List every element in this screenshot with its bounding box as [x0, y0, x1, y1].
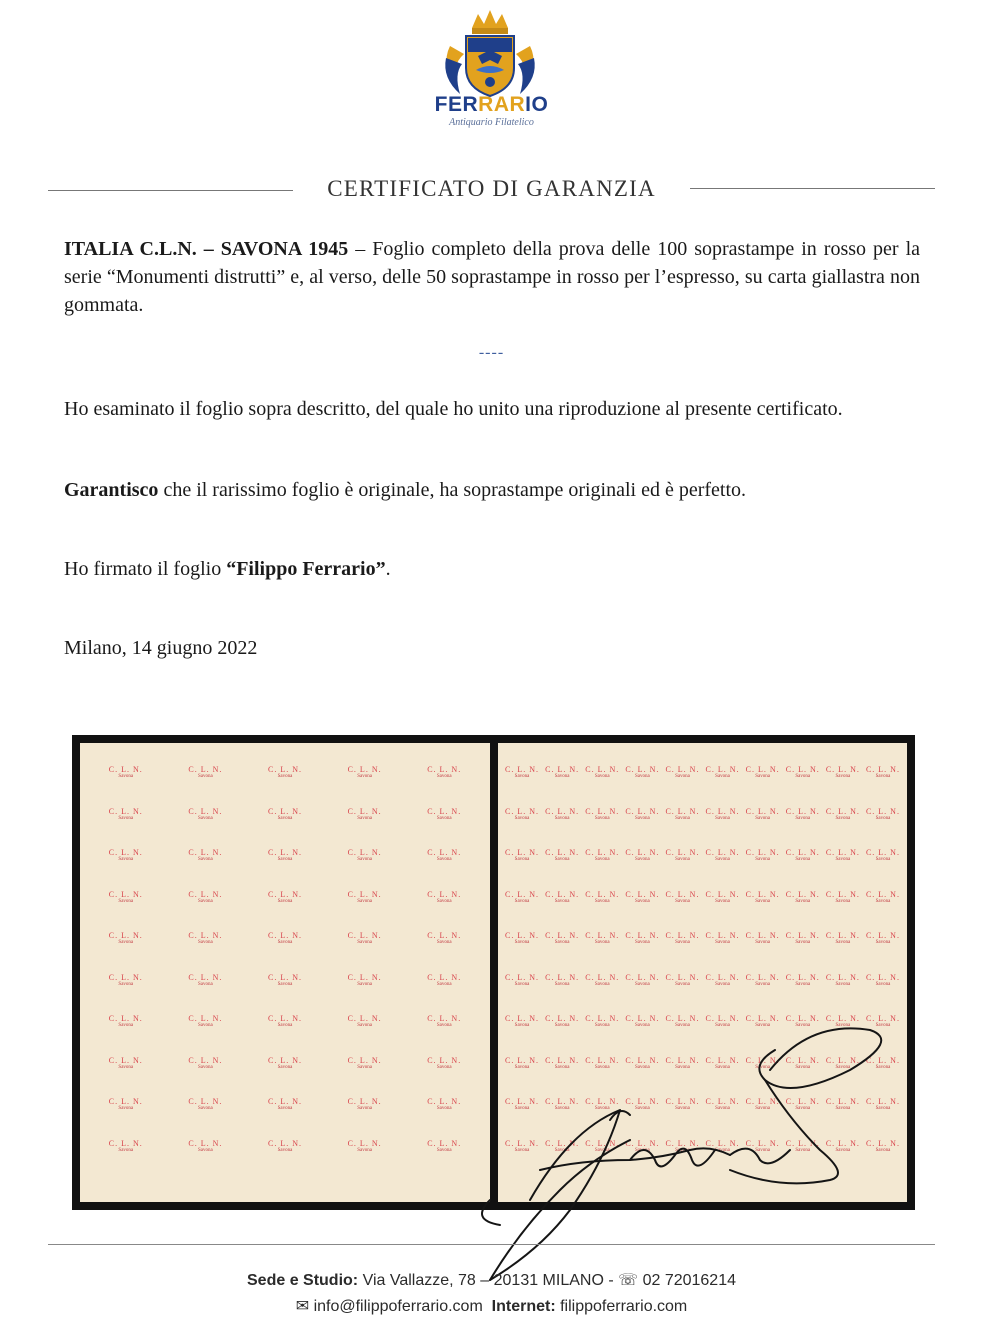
overprint-cell: C. L. N. Savona	[585, 972, 620, 987]
overprint-cell: C. L. N. Savona	[267, 848, 302, 862]
overprint-cell: C. L. N. Savona	[825, 1055, 860, 1070]
description-text: – Foglio completo della prova delle 100 soprastampe in rosso per la serie “Monumenti distrutti” e, al verso, delle 50 soprastampe in rosso per l’espresso, su carta giallastra non gommata.	[64, 238, 920, 316]
overprint-cell: C. L. N. Savona	[665, 1014, 700, 1028]
overprint-cell: C. L. N. Savona	[108, 1055, 143, 1070]
overprint-cell: C. L. N. Savona	[188, 806, 223, 821]
overprint-cell: C. L. N. Savona	[267, 1055, 302, 1070]
overprint-cell: C. L. N. Savona	[545, 1014, 580, 1028]
overprint-cell: C. L. N. Savona	[267, 889, 302, 904]
overprint-cell: C. L. N. Savona	[427, 889, 462, 904]
overprint-cell: C. L. N. Savona	[188, 1138, 223, 1153]
overprint-cell: C. L. N. Savona	[427, 972, 462, 987]
overprint-cell: C. L. N. Savona	[505, 848, 540, 862]
overprint-cell: C. L. N. Savona	[267, 1138, 302, 1153]
overprint-cell: C. L. N. Savona	[745, 765, 780, 779]
overprint-cell: C. L. N. Savona	[585, 848, 620, 862]
brand-part-3: IO	[525, 93, 549, 116]
overprint-cell: C. L. N. Savona	[347, 1014, 382, 1028]
guarantee-paragraph	[64, 476, 920, 504]
description-paragraph	[64, 235, 920, 319]
overprint-cell: C. L. N. Savona	[705, 972, 740, 987]
overprint-cell: C. L. N. Savona	[785, 1055, 820, 1070]
overprint-cell: C. L. N. Savona	[545, 848, 580, 862]
overprint-cell: C. L. N. Savona	[505, 1138, 540, 1153]
overprint-cell: C. L. N. Savona	[267, 1014, 302, 1028]
overprint-cell: C. L. N. Savona	[347, 1097, 382, 1111]
signed-name: “Filippo Ferrario”	[226, 558, 386, 580]
sheet-front-panel	[80, 743, 490, 1202]
overprint-cell: C. L. N. Savona	[665, 1097, 700, 1111]
overprint-cell: C. L. N. Savona	[745, 1138, 780, 1153]
guarantee-heading: Garantisco	[64, 479, 159, 501]
overprint-cell: C. L. N. Savona	[825, 1138, 860, 1153]
office-address: Via Vallazze, 78 – 20131 MILANO - ☏ 02 72016214	[358, 1272, 736, 1289]
overprint-cell: C. L. N. Savona	[705, 765, 740, 779]
internet-label: Internet:	[491, 1298, 556, 1315]
stamp-sheet-image	[72, 735, 915, 1210]
overprint-cell: C. L. N. Savona	[188, 848, 223, 862]
overprint-cell: C. L. N. Savona	[625, 931, 660, 945]
overprint-cell: C. L. N. Savona	[865, 972, 900, 987]
overprint-cell: C. L. N. Savona	[108, 848, 143, 862]
overprint-cell: C. L. N. Savona	[347, 931, 382, 945]
overprint-cell: C. L. N. Savona	[108, 1138, 143, 1153]
office-label: Sede e Studio:	[247, 1272, 359, 1289]
overprint-cell: C. L. N. Savona	[347, 889, 382, 904]
overprint-cell: C. L. N. Savona	[267, 806, 302, 821]
overprint-cell: C. L. N. Savona	[427, 765, 462, 779]
overprint-cell: C. L. N. Savona	[825, 765, 860, 779]
overprint-cell: C. L. N. Savona	[705, 1055, 740, 1070]
overprint-cell: C. L. N. Savona	[427, 806, 462, 821]
overprint-cell: C. L. N. Savona	[505, 889, 540, 904]
overprint-cell: C. L. N. Savona	[585, 1014, 620, 1028]
overprint-cell: C. L. N. Savona	[625, 1014, 660, 1028]
overprint-cell: C. L. N. Savona	[865, 1097, 900, 1111]
overprint-cell: C. L. N. Savona	[427, 848, 462, 862]
overprint-cell: C. L. N. Savona	[865, 806, 900, 821]
overprint-cell: C. L. N. Savona	[267, 972, 302, 987]
email-link[interactable]: info@filippoferrario.com	[309, 1298, 483, 1315]
overprint-cell: C. L. N. Savona	[825, 889, 860, 904]
overprint-cell: C. L. N. Savona	[665, 972, 700, 987]
overprint-cell: C. L. N. Savona	[825, 848, 860, 862]
overprint-cell: C. L. N. Savona	[585, 765, 620, 779]
overprint-cell: C. L. N. Savona	[545, 972, 580, 987]
overprint-cell: C. L. N. Savona	[785, 765, 820, 779]
overprint-cell: C. L. N. Savona	[865, 848, 900, 862]
overprint-cell: C. L. N. Savona	[625, 806, 660, 821]
overprint-cell: C. L. N. Savona	[108, 1014, 143, 1028]
overprint-cell: C. L. N. Savona	[625, 848, 660, 862]
overprint-cell: C. L. N. Savona	[625, 972, 660, 987]
overprint-cell: C. L. N. Savona	[665, 1138, 700, 1153]
overprint-cell: C. L. N. Savona	[585, 1138, 620, 1153]
overprint-cell: C. L. N. Savona	[745, 1014, 780, 1028]
overprint-cell: C. L. N. Savona	[825, 806, 860, 821]
overprint-cell: C. L. N. Savona	[427, 1138, 462, 1153]
overprint-cell: C. L. N. Savona	[108, 931, 143, 945]
overprint-cell: C. L. N. Savona	[585, 1055, 620, 1070]
overprint-cell: C. L. N. Savona	[505, 1055, 540, 1070]
overprint-cell: C. L. N. Savona	[705, 1097, 740, 1111]
footer-rule	[48, 1244, 935, 1245]
signed-paragraph	[64, 555, 920, 583]
overprint-cell: C. L. N. Savona	[785, 972, 820, 987]
separator: ----	[478, 344, 505, 361]
overprint-cell: C. L. N. Savona	[745, 889, 780, 904]
overprint-cell: C. L. N. Savona	[545, 1055, 580, 1070]
overprint-cell: C. L. N. Savona	[665, 806, 700, 821]
signed-prefix: Ho firmato il foglio	[64, 558, 227, 580]
overprint-cell: C. L. N. Savona	[585, 1097, 620, 1111]
overprint-cell: C. L. N. Savona	[505, 931, 540, 945]
overprint-cell: C. L. N. Savona	[745, 806, 780, 821]
overprint-cell: C. L. N. Savona	[505, 806, 540, 821]
overprint-cell: C. L. N. Savona	[505, 765, 540, 779]
certificate-title: CERTIFICATO DI GARANZIA	[327, 176, 656, 201]
overprint-cell: C. L. N. Savona	[188, 931, 223, 945]
overprint-cell: C. L. N. Savona	[865, 1014, 900, 1028]
website-link[interactable]: filippoferrario.com	[555, 1298, 688, 1315]
overprint-cell: C. L. N. Savona	[665, 1055, 700, 1070]
overprint-cell: C. L. N. Savona	[865, 931, 900, 945]
overprint-cell: C. L. N. Savona	[427, 931, 462, 945]
overprint-cell: C. L. N. Savona	[625, 765, 660, 779]
overprint-cell: C. L. N. Savona	[785, 848, 820, 862]
overprint-cell: C. L. N. Savona	[188, 765, 223, 779]
overprint-cell: C. L. N. Savona	[188, 889, 223, 904]
overprint-cell: C. L. N. Savona	[585, 889, 620, 904]
examined-paragraph: Ho esaminato il foglio sopra descritto, del quale ho unito una riproduzione al presente certificato.	[64, 398, 843, 420]
footer-address	[0, 1270, 983, 1290]
overprint-cell: C. L. N. Savona	[825, 931, 860, 945]
envelope-icon: ✉	[295, 1298, 310, 1315]
overprint-cell: C. L. N. Savona	[865, 1138, 900, 1153]
brand-tagline: Antiquario Filatelico	[449, 117, 534, 128]
overprint-cell: C. L. N. Savona	[505, 972, 540, 987]
overprint-cell: C. L. N. Savona	[347, 806, 382, 821]
overprint-cell: C. L. N. Savona	[785, 1138, 820, 1153]
overprint-cell: C. L. N. Savona	[665, 848, 700, 862]
overprint-cell: C. L. N. Savona	[347, 1055, 382, 1070]
brand-name	[0, 93, 983, 117]
overprint-cell: C. L. N. Savona	[585, 806, 620, 821]
overprint-cell: C. L. N. Savona	[785, 1097, 820, 1111]
overprint-cell: C. L. N. Savona	[505, 1097, 540, 1111]
overprint-cell: C. L. N. Savona	[625, 1097, 660, 1111]
overprint-cell: C. L. N. Savona	[108, 889, 143, 904]
overprint-cell: C. L. N. Savona	[188, 1097, 223, 1111]
overprint-cell: C. L. N. Savona	[347, 848, 382, 862]
overprint-cell: C. L. N. Savona	[545, 1138, 580, 1153]
overprint-cell: C. L. N. Savona	[625, 1055, 660, 1070]
overprint-cell: C. L. N. Savona	[427, 1097, 462, 1111]
overprint-cell: C. L. N. Savona	[585, 931, 620, 945]
brand-part-2: RAR	[478, 93, 526, 116]
overprint-cell: C. L. N. Savona	[785, 931, 820, 945]
overprint-cell: C. L. N. Savona	[665, 889, 700, 904]
overprint-cell: C. L. N. Savona	[267, 1097, 302, 1111]
overprint-cell: C. L. N. Savona	[745, 1055, 780, 1070]
overprint-cell: C. L. N. Savona	[108, 765, 143, 779]
overprint-cell: C. L. N. Savona	[705, 1138, 740, 1153]
overprint-cell: C. L. N. Savona	[785, 889, 820, 904]
overprint-cell: C. L. N. Savona	[347, 1138, 382, 1153]
overprint-cell: C. L. N. Savona	[505, 1014, 540, 1028]
overprint-cell: C. L. N. Savona	[745, 972, 780, 987]
overprint-cell: C. L. N. Savona	[705, 1014, 740, 1028]
overprint-cell: C. L. N. Savona	[347, 765, 382, 779]
overprint-cell: C. L. N. Savona	[745, 1097, 780, 1111]
overprint-cell: C. L. N. Savona	[545, 1097, 580, 1111]
overprint-cell: C. L. N. Savona	[825, 972, 860, 987]
overprint-cell: C. L. N. Savona	[705, 848, 740, 862]
description-heading: ITALIA C.L.N. – SAVONA 1945	[64, 238, 349, 260]
overprint-cell: C. L. N. Savona	[705, 931, 740, 945]
overprint-cell: C. L. N. Savona	[427, 1055, 462, 1070]
overprint-cell: C. L. N. Savona	[665, 931, 700, 945]
overprint-cell: C. L. N. Savona	[347, 972, 382, 987]
overprint-cell: C. L. N. Savona	[108, 806, 143, 821]
overprint-cell: C. L. N. Savona	[865, 1055, 900, 1070]
overprint-cell: C. L. N. Savona	[188, 972, 223, 987]
guarantee-text: che il rarissimo foglio è originale, ha soprastampe originali ed è perfetto.	[158, 479, 747, 501]
overprint-cell: C. L. N. Savona	[427, 1014, 462, 1028]
overprint-cell: C. L. N. Savona	[785, 806, 820, 821]
overprint-cell: C. L. N. Savona	[267, 765, 302, 779]
overprint-cell: C. L. N. Savona	[545, 765, 580, 779]
brand-part-1: FER	[434, 93, 479, 116]
overprint-cell: C. L. N. Savona	[188, 1055, 223, 1070]
signed-suffix: .	[385, 558, 391, 580]
sheet-back-panel	[498, 743, 907, 1202]
overprint-cell: C. L. N. Savona	[785, 1014, 820, 1028]
overprint-cell: C. L. N. Savona	[267, 931, 302, 945]
overprint-cell: C. L. N. Savona	[865, 889, 900, 904]
overprint-cell: C. L. N. Savona	[705, 889, 740, 904]
place-date: Milano, 14 giugno 2022	[64, 637, 258, 659]
overprint-cell: C. L. N. Savona	[188, 1014, 223, 1028]
overprint-cell: C. L. N. Savona	[825, 1014, 860, 1028]
overprint-cell: C. L. N. Savona	[108, 972, 143, 987]
overprint-cell: C. L. N. Savona	[705, 806, 740, 821]
overprint-cell: C. L. N. Savona	[665, 765, 700, 779]
overprint-cell: C. L. N. Savona	[108, 1097, 143, 1111]
overprint-cell: C. L. N. Savona	[865, 765, 900, 779]
overprint-cell: C. L. N. Savona	[545, 931, 580, 945]
overprint-cell: C. L. N. Savona	[745, 848, 780, 862]
overprint-cell: C. L. N. Savona	[545, 806, 580, 821]
overprint-cell: C. L. N. Savona	[625, 889, 660, 904]
overprint-cell: C. L. N. Savona	[625, 1138, 660, 1153]
footer-contacts	[0, 1296, 983, 1316]
overprint-cell: C. L. N. Savona	[745, 931, 780, 945]
overprint-cell: C. L. N. Savona	[825, 1097, 860, 1111]
overprint-cell: C. L. N. Savona	[545, 889, 580, 904]
